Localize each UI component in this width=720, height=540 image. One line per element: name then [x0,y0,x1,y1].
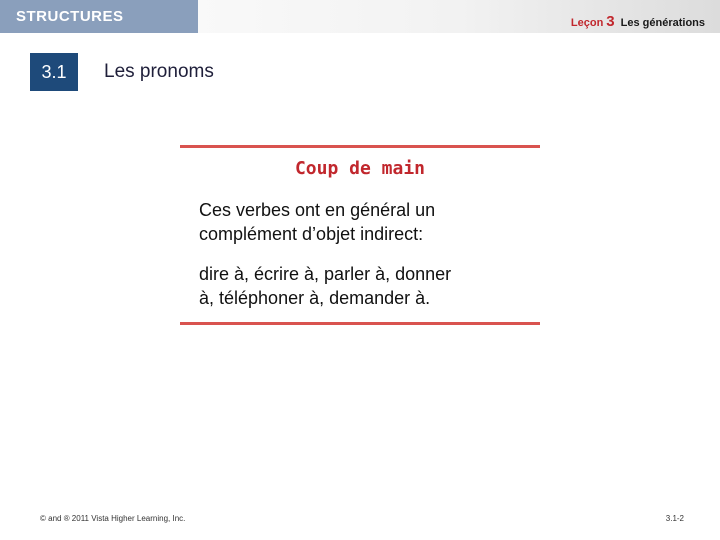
lesson-label [571,13,705,30]
tip-box-top-rule [180,145,540,148]
tip-box-bottom-rule [180,322,540,325]
tip-box-title: Coup de main [294,158,426,179]
tip-intro-line-2: complément d’objet indirect: [199,224,424,244]
lesson-title: Les générations [620,17,705,29]
brand-bar [0,0,198,33]
section-number-badge: 3.1 [30,53,78,91]
lesson-word: Leçon [570,17,604,29]
tip-verbs-line-1: dire à, écrire à, parler à, donner [199,264,452,284]
section-title: Les pronoms [104,61,214,82]
tip-intro-paragraph [199,198,529,246]
tip-verbs-line-2: à, téléphoner à, demander à. [199,288,431,308]
brand-title: STRUCTURES [16,8,124,25]
copyright-notice: © and ® 2011 Vista Higher Learning, Inc. [40,514,186,523]
lesson-number: 3 [606,13,615,30]
tip-verbs-paragraph [199,262,529,310]
slide-number: 3.1-2 [665,514,684,523]
lesson-bar [198,0,720,33]
tip-intro-line-1: Ces verbes ont en général un [199,200,436,220]
